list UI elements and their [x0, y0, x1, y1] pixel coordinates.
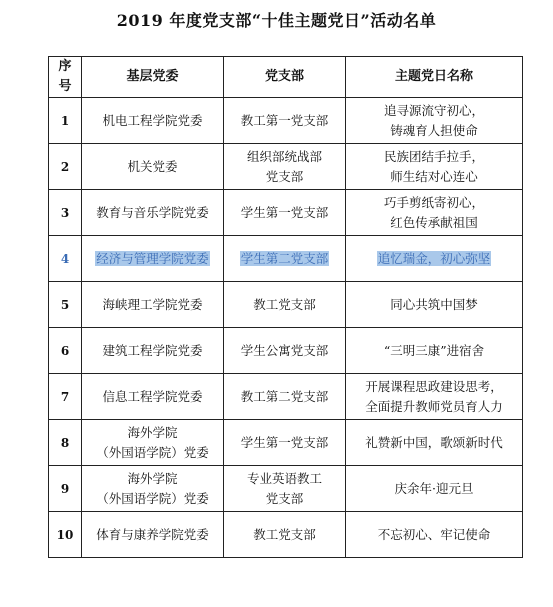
document-title: 2019 年度党支部“十佳主题党日”活动名单 [116, 11, 437, 30]
theme-cell-text: 不忘初心、牢记使命 [377, 526, 491, 542]
row-number: 7 [49, 374, 82, 420]
committee-cell [82, 144, 224, 190]
row-number: 9 [49, 466, 82, 512]
branch-cell [224, 512, 346, 558]
branch-cell [224, 466, 346, 512]
theme-cell-text: 追寻源流守初心， [383, 102, 484, 118]
theme-cell-text: 红色传承献祖国 [390, 214, 478, 230]
table-row [49, 98, 523, 144]
branch-cell-text: 学生第一党支部 [240, 434, 329, 450]
theme-cell-text [348, 249, 520, 269]
theme-cell-text: 礼赞新中国，歌颂新时代 [365, 434, 503, 450]
branch-cell-text: 党支部 [265, 490, 304, 506]
highlighted-text: 追忆瑞金，初心弥坚 [377, 250, 491, 266]
theme-cell-text: 民族团结手拉手， [383, 148, 484, 164]
committee-cell-text: 海外学院 [127, 470, 178, 486]
branch-cell-text: 组织部统战部 [246, 148, 322, 164]
theme-cell-text: 同心共筑中国梦 [390, 296, 478, 312]
committee-cell-text [84, 249, 221, 269]
branch-cell [224, 328, 346, 374]
table-header-row [49, 57, 523, 98]
theme-cell [346, 98, 523, 144]
theme-cell-text: “三明三康”进宿舍 [383, 342, 485, 358]
committee-cell [82, 374, 224, 420]
committee-cell-text: 海峡理工学院党委 [102, 296, 203, 312]
theme-cell-text: 铸魂育人担使命 [390, 122, 478, 138]
header-committee: 基层党委 [82, 57, 224, 98]
theme-cell [346, 236, 523, 282]
committee-cell-text: （外国语学院）党委 [96, 490, 209, 506]
theme-cell [346, 282, 523, 328]
table-row [49, 512, 523, 558]
branch-cell [224, 98, 346, 144]
branch-cell-text: 党支部 [265, 168, 304, 184]
theme-cell-text: 庆余年·迎元旦 [394, 480, 474, 496]
committee-cell [82, 420, 224, 466]
branch-cell-text: 专业英语教工 [246, 470, 322, 486]
table-row [49, 190, 523, 236]
theme-cell [346, 512, 523, 558]
row-number: 8 [49, 420, 82, 466]
theme-cell [346, 190, 523, 236]
theme-cell-text: 师生结对心连心 [390, 168, 478, 184]
branch-cell-text: 教工第一党支部 [240, 112, 329, 128]
committee-cell-text: 机电工程学院党委 [102, 112, 203, 128]
committee-cell-text: 教育与音乐学院党委 [96, 204, 209, 220]
row-number: 3 [49, 190, 82, 236]
committee-cell [82, 512, 224, 558]
committee-cell-text: 机关党委 [127, 158, 178, 174]
committee-cell-text: 海外学院 [127, 424, 178, 440]
branch-cell-text: 教工第二党支部 [240, 388, 329, 404]
table-row [49, 466, 523, 512]
theme-cell-text: 巧手剪纸寄初心， [383, 194, 484, 210]
theme-cell [346, 374, 523, 420]
theme-cell [346, 144, 523, 190]
row-number: 4 [49, 236, 82, 282]
table-row [49, 328, 523, 374]
award-list-table [48, 56, 523, 558]
highlighted-text: 学生第二党支部 [240, 250, 329, 266]
header-number-char-1: 序 [58, 59, 72, 74]
row-number: 1 [49, 98, 82, 144]
committee-cell-text: 体育与康养学院党委 [96, 526, 209, 542]
table-row [49, 282, 523, 328]
highlighted-text: 经济与管理学院党委 [96, 250, 209, 266]
theme-cell [346, 328, 523, 374]
committee-cell-text: 信息工程学院党委 [102, 388, 203, 404]
row-number: 5 [49, 282, 82, 328]
committee-cell [82, 282, 224, 328]
theme-cell [346, 466, 523, 512]
row-number: 6 [49, 328, 82, 374]
branch-cell [224, 190, 346, 236]
table-row [49, 144, 523, 190]
row-number: 2 [49, 144, 82, 190]
branch-cell [224, 420, 346, 466]
committee-cell-text: （外国语学院）党委 [96, 444, 209, 460]
committee-cell [82, 466, 224, 512]
branch-cell-text: 教工党支部 [253, 526, 316, 542]
branch-cell [224, 236, 346, 282]
branch-cell-text: 学生第一党支部 [240, 204, 329, 220]
committee-cell-text: 建筑工程学院党委 [102, 342, 203, 358]
branch-cell-text: 学生公寓党支部 [240, 342, 329, 358]
committee-cell [82, 236, 224, 282]
branch-cell [224, 144, 346, 190]
committee-cell [82, 98, 224, 144]
branch-cell-text: 教工党支部 [253, 296, 316, 312]
committee-cell [82, 190, 224, 236]
branch-cell [224, 374, 346, 420]
branch-cell-text [226, 249, 343, 269]
header-theme: 主题党日名称 [346, 57, 523, 98]
table-row [49, 374, 523, 420]
header-number-char-2: 号 [58, 79, 72, 94]
committee-cell [82, 328, 224, 374]
table-row [49, 420, 523, 466]
table-body [49, 98, 523, 558]
theme-cell-text: 开展课程思政建设思考， [365, 378, 503, 394]
theme-cell-text: 全面提升教师党员育人力 [365, 398, 503, 414]
header-number [49, 57, 82, 98]
header-branch: 党支部 [224, 57, 346, 98]
theme-cell [346, 420, 523, 466]
table-row [49, 236, 523, 282]
row-number: 10 [49, 512, 82, 558]
branch-cell [224, 282, 346, 328]
